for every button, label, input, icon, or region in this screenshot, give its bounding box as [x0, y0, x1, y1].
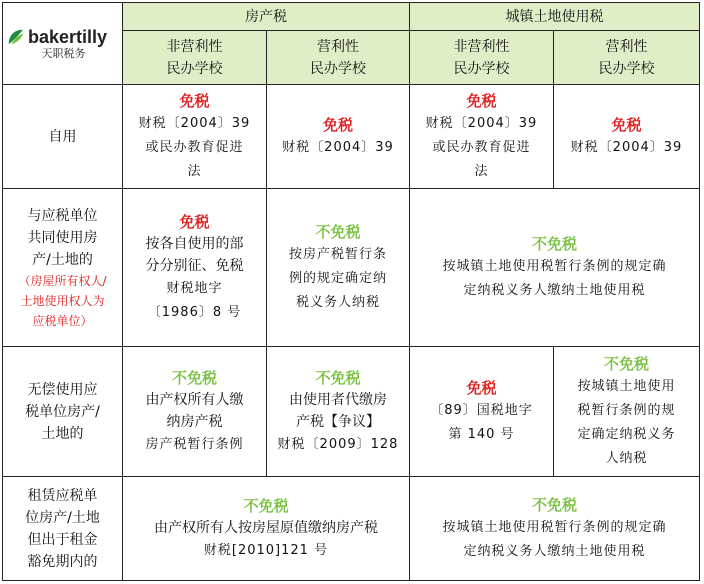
cell-lease-land-tax [410, 477, 700, 581]
status-not-exempt: 不免税 [531, 495, 577, 514]
subheader-text: 营利性 [605, 38, 648, 55]
logo-name: bakertilly [28, 26, 108, 47]
cell-text: 房产税暂行条例 [145, 436, 244, 452]
subheader-text: 民办学校 [598, 60, 655, 77]
cell-text: 例的规定确定纳 [288, 270, 387, 286]
status-not-exempt: 不免税 [603, 354, 649, 373]
row-label-free-use [3, 347, 123, 477]
subheader-pt-nonprofit [123, 31, 267, 85]
bakertilly-logo [7, 27, 118, 47]
subheader-pt-profit [267, 31, 410, 85]
cell-text: 产税【争议】 [296, 413, 380, 430]
header-land-tax: 城镇土地使用税 [410, 3, 700, 31]
subheader-text: 民办学校 [310, 60, 366, 77]
cell-text: 财税〔2004〕39 [138, 115, 251, 131]
tax-comparison-table [2, 2, 700, 581]
status-exempt: 免税 [179, 91, 210, 110]
cell-text: 定纳税义务人缴纳土地使用税 [463, 543, 646, 559]
row-label-text: 与应税单位 [27, 207, 98, 224]
cell-text: 按各自使用的部 [145, 235, 244, 252]
cell-text: 由产权所有人按房屋原值缴纳房产税 [154, 519, 378, 536]
subheader-text: 民办学校 [166, 60, 223, 77]
cell-shared-land-tax [410, 189, 700, 347]
cell-text: 税义务人纳税 [295, 294, 380, 310]
cell-free-lt-nonprofit [410, 347, 554, 477]
cell-self-pt-profit [267, 85, 410, 189]
subheader-text: 非营利性 [453, 38, 510, 55]
cell-text: 财税地字 [166, 280, 223, 296]
row-label-text: 共同使用房 [27, 229, 98, 246]
cell-text: 由使用者代缴房 [289, 391, 387, 408]
subheader-text: 营利性 [317, 38, 359, 55]
row-label-text: 税单位房产/ [25, 403, 100, 420]
row-label-text: 无偿使用应 [27, 381, 98, 398]
status-not-exempt: 不免税 [531, 234, 577, 253]
row-label-shared-use [3, 189, 123, 347]
cell-self-lt-profit [554, 85, 700, 189]
logo-cell [3, 3, 123, 85]
cell-text: 人纳税 [605, 450, 648, 466]
cell-text: 按城镇土地使用税暂行条例的规定确 [442, 258, 667, 274]
row-note: （房屋所有权人/ [18, 273, 107, 288]
cell-self-lt-nonprofit [410, 85, 554, 189]
cell-text: 按城镇土地使用税暂行条例的规定确 [442, 519, 667, 535]
logo-subtitle: 天职税务 [41, 46, 86, 60]
subheader-text: 非营利性 [166, 38, 223, 55]
cell-text: 纳房产税 [166, 413, 223, 430]
row-note: 土地使用权人为 [20, 293, 105, 308]
row-label-text: 土地的 [41, 425, 84, 442]
status-not-exempt: 不免税 [315, 368, 361, 387]
status-not-exempt: 不免税 [315, 222, 361, 241]
cell-lease-property-tax [123, 477, 410, 581]
row-label-self-use: 自用 [3, 85, 123, 189]
row-note: 应税单位） [32, 313, 93, 328]
cell-text: 由产权所有人缴 [145, 391, 244, 408]
cell-text: 财税[2010]121 号 [203, 542, 329, 558]
cell-free-lt-profit [554, 347, 700, 477]
cell-text: 法 [474, 163, 489, 179]
cell-self-pt-nonprofit [123, 85, 267, 189]
status-exempt: 免税 [179, 212, 210, 231]
cell-text: 或民办教育促进 [145, 139, 244, 155]
subheader-text: 民办学校 [453, 60, 510, 77]
cell-free-pt-profit [267, 347, 410, 477]
cell-text: 定纳税义务人缴纳土地使用税 [463, 282, 646, 298]
cell-text: 第 140 号 [448, 426, 515, 442]
subheader-lt-profit [554, 31, 700, 85]
cell-text: 按房产税暂行条 [288, 246, 387, 262]
cell-text: 定确定纳税义务 [577, 426, 676, 442]
cell-text: 财税〔2004〕39 [282, 139, 394, 155]
cell-shared-pt-nonprofit [123, 189, 267, 347]
cell-text: 分分别征、免税 [145, 257, 244, 274]
row-label-text: 但出于租金 [27, 531, 98, 548]
cell-text: 或民办教育促进 [432, 139, 531, 155]
cell-text: 财税〔2009〕128 [277, 436, 399, 452]
cell-text: 法 [187, 163, 202, 179]
cell-text: 税暂行条例的规 [577, 402, 676, 418]
cell-text: 〔89〕国税地字 [430, 402, 533, 418]
status-exempt: 免税 [466, 91, 497, 110]
bakertilly-mark-icon [7, 28, 25, 46]
status-not-exempt: 不免税 [171, 368, 217, 387]
cell-free-pt-nonprofit [123, 347, 267, 477]
cell-shared-pt-profit [267, 189, 410, 347]
row-label-text: 豁免期内的 [27, 553, 98, 570]
cell-text: 〔1986〕8 号 [147, 304, 242, 320]
row-label-lease [3, 477, 123, 581]
row-label-text: 产/土地的 [32, 251, 93, 268]
row-label-text: 位房产/土地 [25, 509, 100, 526]
status-not-exempt: 不免税 [243, 496, 289, 515]
status-exempt: 免税 [466, 378, 497, 397]
cell-text: 按城镇土地使用 [577, 378, 676, 394]
subheader-lt-nonprofit [410, 31, 554, 85]
header-property-tax: 房产税 [123, 3, 410, 31]
status-exempt: 免税 [611, 115, 642, 134]
cell-text: 财税〔2004〕39 [570, 139, 683, 155]
status-exempt: 免税 [322, 115, 353, 134]
cell-text: 财税〔2004〕39 [425, 115, 538, 131]
row-label-text: 租赁应税单 [27, 487, 98, 504]
